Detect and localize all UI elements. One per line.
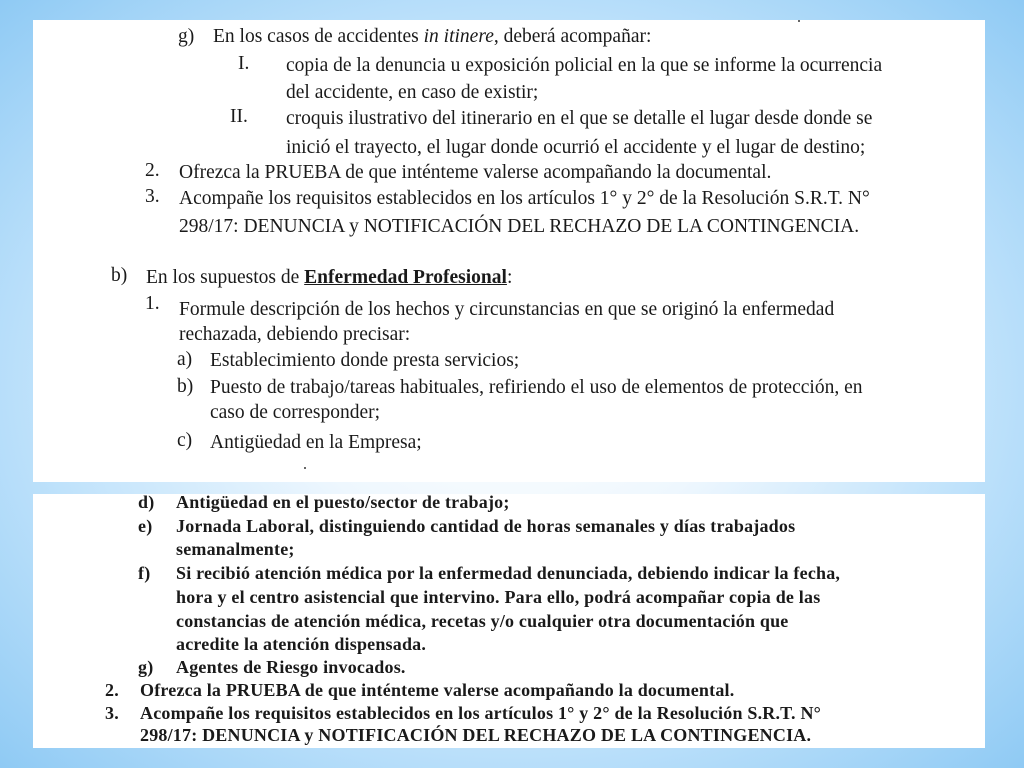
scanned-page-top	[33, 20, 985, 482]
item-bb-line1: Puesto de trabajo/tareas habituales, refiriendo el uso de elementos de protección, en	[210, 377, 863, 398]
item-b-heading: En los supuestos de Enfermedad Profesional:	[146, 267, 513, 288]
item-ba-text: Establecimiento donde presta servicios;	[210, 350, 520, 371]
item-e-line2: semanalmente;	[176, 539, 295, 559]
item-b1-line2: rechazada, debiendo precisar:	[179, 324, 411, 345]
item-3b-line2: 298/17: DENUNCIA y NOTIFICACIÓN DEL RECHAZO DE LA CONTINGENCIA.	[140, 725, 812, 745]
scanned-page-bottom	[33, 494, 985, 748]
item-2-text: Ofrezca la PRUEBA de que inténteme valerse acompañando la documental.	[179, 162, 772, 183]
item-I-line2: del accidente, en caso de existir;	[286, 82, 539, 103]
item-bb-line2: caso de corresponder;	[210, 402, 381, 423]
item-b1-line1: Formule descripción de los hechos y circunstancias en que se originó la enfermedad	[179, 299, 835, 320]
item-II-line1: croquis ilustrativo del itinerario en el que se detalle el lugar desde donde se	[286, 108, 873, 129]
item-label-3: 3.	[145, 186, 160, 207]
item-label-d: d)	[138, 494, 155, 512]
item-label-bb: b)	[177, 376, 194, 397]
item-label-2: 2.	[145, 160, 160, 181]
item-g-heading: En los casos de accidentes in itinere, deberá acompañar:	[213, 26, 652, 47]
scan-speck	[304, 467, 306, 469]
item-label-I: I.	[238, 53, 250, 74]
item-label-b: b)	[111, 265, 128, 286]
item-f-line2: hora y el centro asistencial que intervino. Para ello, podrá acompañar copia de las	[176, 587, 821, 607]
item-label-g: g)	[178, 26, 195, 47]
item-I-line1: copia de la denuncia u exposición policial en la que se informe la ocurrencia	[286, 55, 883, 76]
item-f-line1: Si recibió atención médica por la enfermedad denunciada, debiendo indicar la fecha,	[176, 563, 841, 583]
item-f-line4: acredite la atención dispensada.	[176, 634, 427, 654]
item-label-II: II.	[230, 106, 248, 127]
item-3-line1: Acompañe los requisitos establecidos en los artículos 1° y 2° de la Resolución S.R.T. N°	[179, 188, 870, 209]
item-label-f: f)	[138, 563, 151, 583]
item-label-b1: 1.	[145, 293, 160, 314]
item-label-2b: 2.	[105, 680, 119, 700]
item-label-e: e)	[138, 516, 153, 536]
item-3b-line1: Acompañe los requisitos establecidos en los artículos 1° y 2° de la Resolución S.R.T. N°	[140, 703, 822, 723]
scan-speck	[798, 20, 800, 22]
item-label-3b: 3.	[105, 703, 119, 723]
item-e-line1: Jornada Laboral, distinguiendo cantidad de horas semanales y días trabajados	[176, 516, 796, 536]
item-II-line2: inició el trayecto, el lugar donde ocurrió el accidente y el lugar de destino;	[286, 137, 866, 158]
item-3-line2: 298/17: DENUNCIA y NOTIFICACIÓN DEL RECHAZO DE LA CONTINGENCIA.	[179, 216, 860, 237]
item-label-g2: g)	[138, 657, 154, 677]
item-bc-text: Antigüedad en la Empresa;	[210, 432, 422, 453]
item-d-text: Antigüedad en el puesto/sector de trabajo;	[176, 494, 510, 512]
item-label-ba: a)	[177, 349, 193, 370]
item-g2-text: Agentes de Riesgo invocados.	[176, 657, 406, 677]
item-label-bc: c)	[177, 430, 193, 451]
item-2b-text: Ofrezca la PRUEBA de que inténteme valerse acompañando la documental.	[140, 680, 735, 700]
item-f-line3: constancias de atención médica, recetas y/o cualquier otra documentación que	[176, 611, 789, 631]
